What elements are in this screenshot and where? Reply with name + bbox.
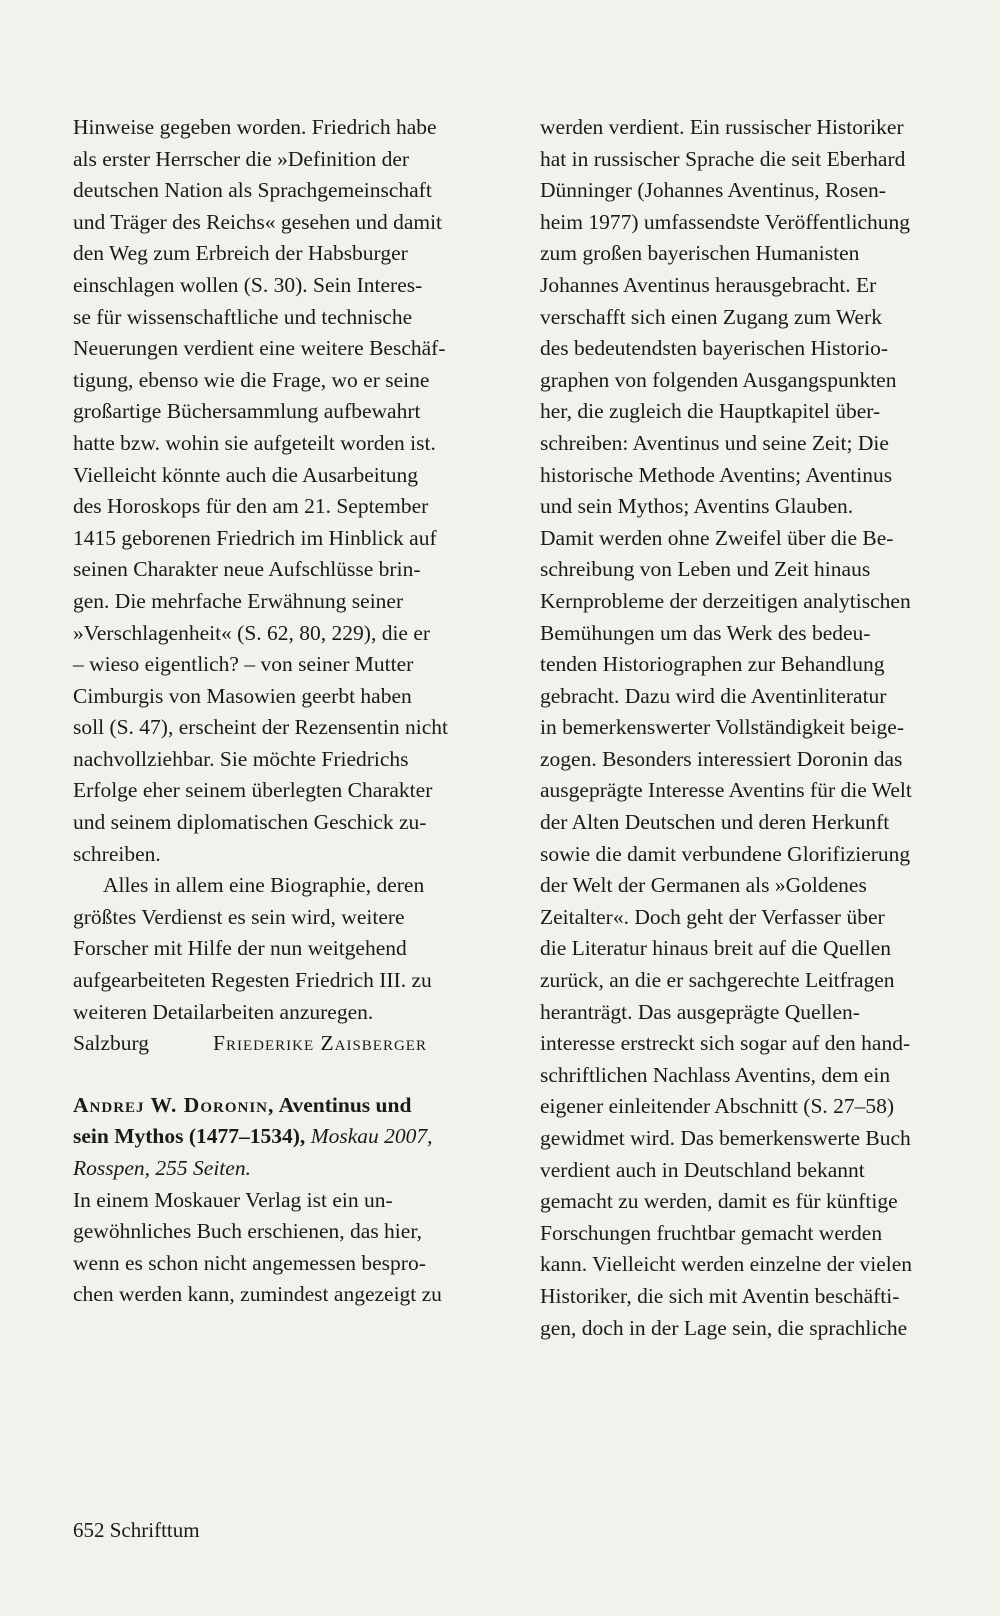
text-line: Johannes Aventinus herausgebracht. Er [540,272,877,297]
text-line: gewöhnliches Buch erschienen, das hier, [73,1219,422,1244]
text-line: Forschungen fruchtbar gemacht werden [540,1220,883,1245]
section-title: Schrifttum [109,1518,200,1542]
text-line: seinen Charakter neue Aufschlüsse brin- [73,557,421,582]
text-line: gen. Die mehrfache Erwähnung seiner [73,588,404,613]
text-line: historische Methode Aventins; Aventinus [540,462,893,487]
text-line: aufgearbeiteten Regesten Friedrich III. zu [73,968,432,993]
text-line: hat in russischer Sprache die seit Eberhard [540,146,906,171]
text-line: heranträgt. Das ausgeprägte Quellen- [540,999,860,1024]
text-line: in bemerkenswerter Vollständigkeit beige- [540,715,905,740]
text-line: die Literatur hinaus breit auf die Quellen [540,936,892,961]
text-line: Zeitalter«. Doch geht der Verfasser über [540,904,885,929]
text-line: des Horoskops für den am 21. September [73,494,429,519]
text-line: der Welt der Germanen als »Goldenes [540,873,867,898]
review-heading [73,1090,513,1185]
text-line: und sein Mythos; Aventins Glauben. [540,494,854,519]
text-line: her, die zugleich die Hauptkapitel über- [540,399,881,424]
text-line: heim 1977) umfassendste Veröffentlichung [540,209,911,234]
text-line: se für wissenschaftliche und technische [73,304,413,329]
text-line: einschlagen wollen (S. 30). Sein Interes- [73,272,423,297]
text-line: – wieso eigentlich? – von seiner Mutter [73,652,414,677]
text-line: soll (S. 47), erscheint der Rezensentin nicht [73,715,448,740]
text-line: Alles in allem eine Biographie, deren [103,873,425,898]
text-line: deutschen Nation als Sprachgemeinschaft [73,178,432,203]
text-line: chen werden kann, zumindest angezeigt zu [73,1282,442,1307]
text-line: als erster Herrscher die »Definition der [73,146,410,171]
review-signoff [73,1028,513,1060]
text-line: schreiben. [73,841,161,866]
text-line: hatte bzw. wohin sie aufgeteilt worden ist. [73,430,436,455]
text-line: Damit werden ohne Zweifel über die Be- [540,525,894,550]
paragraph-aventinus-intro [73,1185,513,1311]
page-footer [73,1518,200,1543]
paragraph-conclusion [73,870,513,1028]
text-line: und seinem diplomatischen Geschick zu- [73,810,427,835]
reviewed-title-part2: sein Mythos (1477–1534), [73,1124,306,1149]
text-line: verdient auch in Deutschland bekannt [540,1157,865,1182]
signoff-author: Friederike Zaisberger [213,1031,427,1056]
signoff-place: Salzburg [73,1031,150,1056]
text-line: interesse erstreckt sich sogar auf den hand- [540,1031,911,1056]
text-line: schreiben: Aventinus und seine Zeit; Die [540,430,889,455]
page-number: 652 [73,1518,105,1542]
text-line: des bedeutendsten bayerischen Historio- [540,336,889,361]
text-line: Neuerungen verdient eine weitere Beschäf- [73,336,446,361]
text-line: werden verdient. Ein russischer Historiker [540,115,904,139]
text-line: Bemühungen um das Werk des bedeu- [540,620,871,645]
text-line: tenden Historiographen zur Behandlung [540,652,885,677]
text-line: kann. Vielleicht werden einzelne der vielen [540,1252,913,1277]
text-line: »Verschlagenheit« (S. 62, 80, 229), die er [73,620,431,645]
text-line: In einem Moskauer Verlag ist ein un- [73,1187,393,1212]
text-line: Forscher mit Hilfe der nun weitgehend [73,936,407,961]
text-line: größtes Verdienst es sein wird, weitere [73,904,405,929]
left-column [73,112,513,1311]
text-line: wenn es schon nicht angemessen bespro- [73,1250,426,1275]
text-line: sowie die damit verbundene Glorifizierung [540,841,911,866]
text-line: Cimburgis von Masowien geerbt haben [73,683,412,708]
text-line: Hinweise gegeben worden. Friedrich habe [73,115,437,139]
text-line: verschafft sich einen Zugang zum Werk [540,304,882,329]
text-line: graphen von folgenden Ausgangspunkten [540,367,897,392]
text-line: gemacht zu werden, damit es für künftige [540,1189,898,1214]
text-line: schreibung von Leben und Zeit hinaus [540,557,871,582]
text-line: 1415 geborenen Friedrich im Hinblick auf [73,525,437,550]
text-line: nachvollziehbar. Sie möchte Friedrichs [73,746,409,771]
text-line: ausgeprägte Interesse Aventins für die Welt [540,778,912,803]
text-line: der Alten Deutschen und deren Herkunft [540,810,890,835]
text-line: Kernprobleme der derzeitigen analytischen [540,588,911,613]
text-line: gen, doch in der Lage sein, die sprachliche [540,1315,908,1340]
reviewed-author: Andrej W. Doronin, [73,1092,275,1117]
text-line: schriftlichen Nachlass Aventins, dem ein [540,1062,891,1087]
text-line: eigener einleitender Abschnitt (S. 27–58) [540,1094,895,1119]
text-line: gewidmet wird. Das bemerkenswerte Buch [540,1126,911,1150]
text-line: den Weg zum Erbreich der Habsburger [73,241,408,266]
text-line: zogen. Besonders interessiert Doronin das [540,746,903,771]
text-line: Erfolge eher seinem überlegten Charakter [73,778,433,803]
publication-part1: Moskau 2007, [305,1124,433,1149]
text-line: zurück, an die er sachgerechte Leitfragen [540,968,895,993]
paragraph-friedrich-review [73,112,513,870]
text-line: gebracht. Dazu wird die Aventinliteratur [540,683,887,708]
text-line: Vielleicht könnte auch die Ausarbeitung [73,462,418,487]
text-line: tigung, ebenso wie die Frage, wo er seine [73,367,430,392]
text-line: zum großen bayerischen Humanisten [540,241,860,266]
text-line: und Träger des Reichs« gesehen und damit [73,209,443,234]
reviewed-title-part1: Aventinus und [274,1092,412,1117]
text-line: großartige Büchersammlung aufbewahrt [73,399,421,424]
right-column [540,112,980,1344]
text-line: Historiker, die sich mit Aventin beschäfti- [540,1283,900,1308]
text-line: weiteren Detailarbeiten anzuregen. [73,999,374,1024]
text-line: Dünninger (Johannes Aventinus, Rosen- [540,178,886,203]
publication-part2: Rosspen, 255 Seiten. [73,1156,251,1180]
